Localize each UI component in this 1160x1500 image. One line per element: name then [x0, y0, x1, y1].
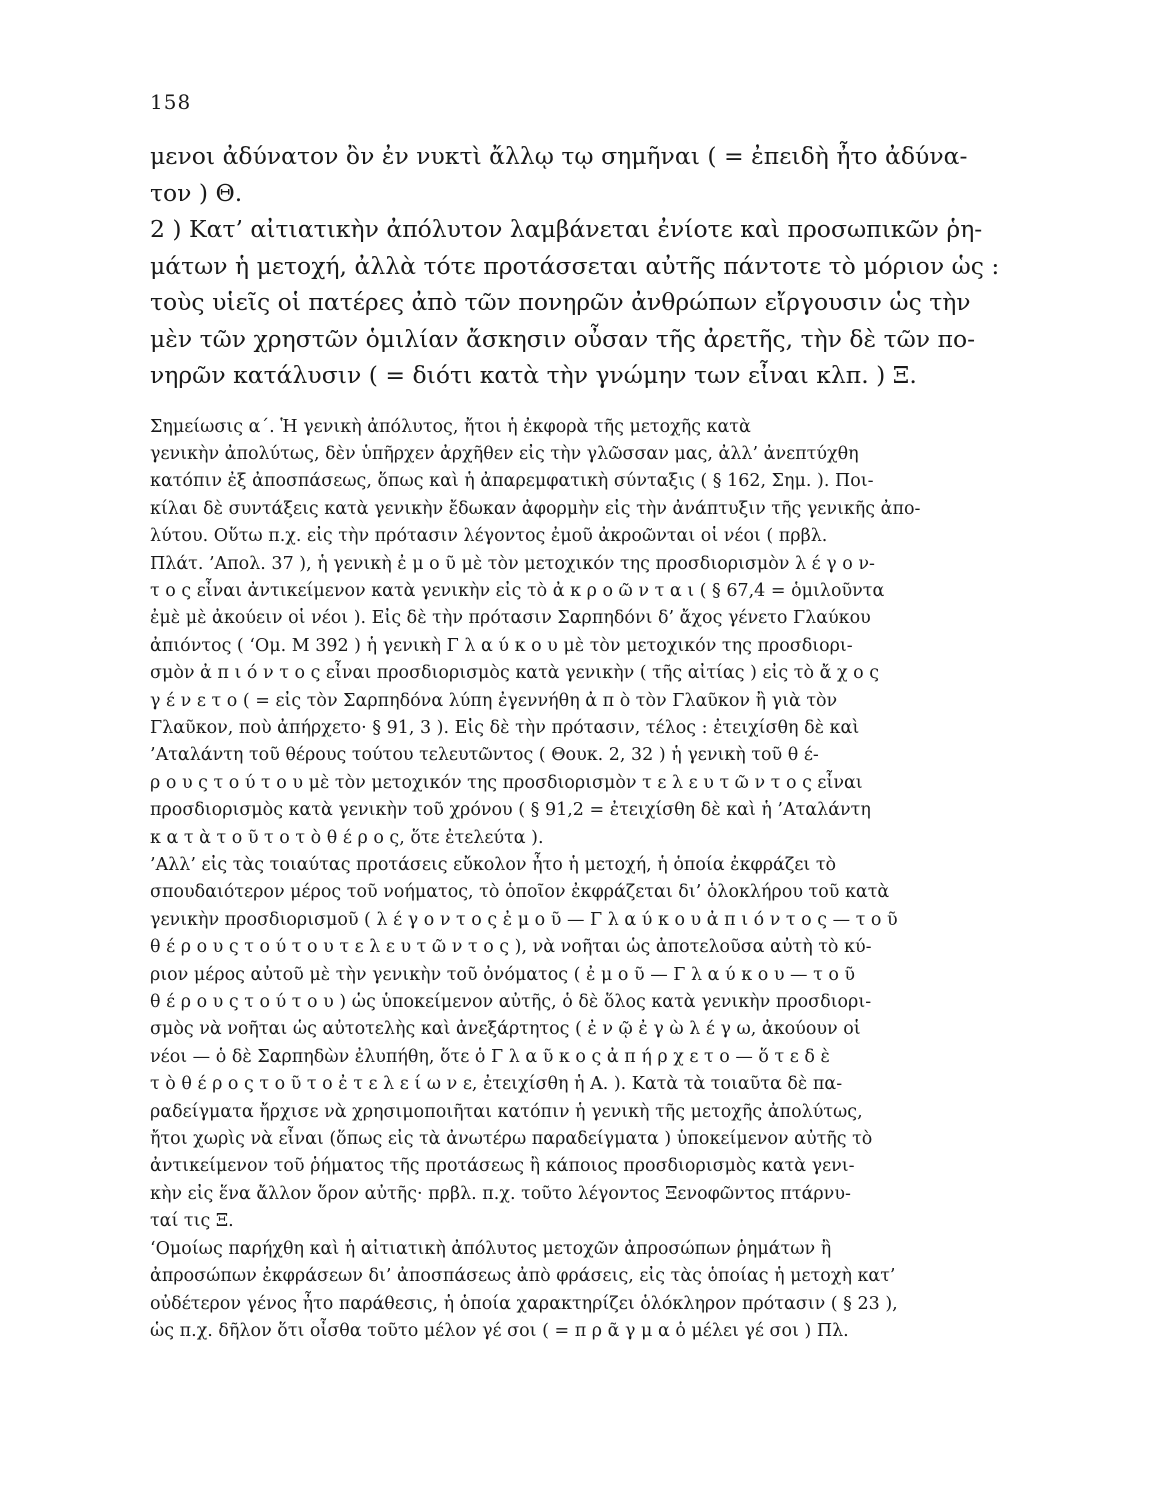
text-line: Πλάτ. ’Απολ. 37 ), ἡ γενικὴ ἐ μ ο ῦ μὲ τὸν μετοχικόν της προσδιορισμὸν λ έ γ ο ν- [150, 553, 875, 574]
text-line: κ α τ ὰ τ ο ῦ τ ο τ ὸ θ έ ρ ο ς, ὅτε ἐτελεύτα ). [150, 827, 544, 848]
text-line: σπουδαιότερον μέρος τοῦ νοήματος, τὸ ὁποῖον ἐκφράζεται δι’ ὁλοκλήρου τοῦ κατὰ [150, 882, 890, 903]
text-line: ’Αταλάντη τοῦ θέρους τούτου τελευτῶντος ( Θουκ. 2, 32 ) ἡ γενικὴ τοῦ θ έ- [150, 745, 819, 766]
text-line: κίλαι δὲ συντάξεις κατὰ γενικὴν ἔδωκαν ἀφορμὴν εἰς τὴν ἀνάπτυξιν τῆς γενικῆς ἀπο- [150, 498, 921, 519]
text-line: οὐδέτερον γένος ἦτο παράθεσις, ἡ ὁποία χαρακτηρίζει ὁλόκληρον πρότασιν ( § 23 ), [150, 1293, 898, 1314]
text-line: σμὸς νὰ νοῆται ὡς αὐτοτελὴς καὶ ἀνεξάρτητος ( ἐ ν ῷ ἐ γ ὼ λ έ γ ω, ἀκούουν οἱ [150, 1019, 861, 1040]
text-line: ρ ο υ ς τ ο ύ τ ο υ μὲ τὸν μετοχικόν της προσδιορισμὸν τ ε λ ε υ τ ῶ ν τ ο ς εἶναι [150, 772, 863, 793]
text-line: μενοι ἀδύνατον ὂν ἐν νυκτὶ ἄλλῳ τῳ σημῆναι ( = ἐπειδὴ ἦτο ἀδύνα- [150, 142, 968, 170]
text-line: γενικὴν προσδιορισμοῦ ( λ έ γ ο ν τ ο ς ἐ μ ο ῦ — Γ λ α ύ κ ο υ ἀ π ι ό ν τ ο ς — τ ο ῦ [150, 909, 898, 930]
text-line: θ έ ρ ο υ ς τ ο ύ τ ο υ ) ὡς ὑποκείμενον αὐτῆς, ὁ δὲ ὅλος κατὰ γενικὴν προσδιορι- [150, 992, 872, 1013]
text-line: ἀντικείμενον τοῦ ῥήματος τῆς προτάσεως ἢ κάποιος προσδιορισμὸς κατὰ γενι- [150, 1156, 855, 1177]
text-line: 2 ) Κατ’ αἰτιατικὴν ἀπόλυτον λαμβάνεται ἐνίοτε καὶ προσωπικῶν ῥη- [150, 215, 983, 243]
text-line: μάτων ἡ μετοχή, ἀλλὰ τότε προτάσσεται αὐτῆς πάντοτε τὸ μόριον ὡς : [150, 251, 1000, 280]
text-line: κὴν εἰς ἕνα ἄλλον ὅρον αὐτῆς· πρβλ. π.χ. τοῦτο λέγοντος Ξενοφῶντος πτάρνυ- [150, 1183, 851, 1204]
text-line: γ έ ν ε τ ο ( = εἰς τὸν Σαρπηδόνα λύπη ἐγεννήθη ἀ π ὸ τὸν Γλαῦκον ἢ γιὰ τὸν [150, 690, 838, 711]
text-line: νέοι — ὁ δὲ Σαρπηδὼν ἐλυπήθη, ὅτε ὁ Γ λ α ῦ κ ο ς ἀ π ή ρ χ ε τ ο — ὅ τ ε δ ὲ [150, 1046, 830, 1067]
text-line: ἐμὲ μὲ ἀκούειν οἱ νέοι ). Εἰς δὲ τὴν πρότασιν Σαρπηδόνι δ’ ἄχος γένετο Γλαύκου [150, 608, 871, 629]
text-line: τοὺς υἱεῖς οἱ πατέρες ἀπὸ τῶν πονηρῶν ἀνθρώπων εἴργουσιν ὡς τὴν [150, 288, 971, 316]
text-line: τον ) Θ. [150, 178, 243, 207]
text-line: ἤτοι χωρὶς νὰ εἶναι (ὅπως εἰς τὰ ἀνωτέρω παραδείγματα ) ὑποκείμενον αὐτῆς τὸ [150, 1129, 873, 1150]
page-text [150, 138, 1080, 1345]
text-line: ραδείγματα ἤρχισε νὰ χρησιμοποιῆται κατόπιν ἡ γενικὴ τῆς μετοχῆς ἀπολύτως, [150, 1101, 863, 1122]
text-line: σμὸν ἀ π ι ό ν τ ο ς εἶναι προσδιορισμὸς κατὰ γενικὴν ( τῆς αἰτίας ) εἰς τὸ ἄ χ ο ς [150, 663, 880, 684]
text-line: θ έ ρ ο υ ς τ ο ύ τ ο υ τ ε λ ε υ τ ῶ ν τ ο ς ), νὰ νοῆται ὡς ἀποτελοῦσα αὐτὴ τὸ κύ- [150, 937, 872, 958]
text-line: τ ὸ θ έ ρ ο ς τ ο ῦ τ ο ἐ τ ε λ ε ί ω ν ε, ἐτειχίσθη ἡ Α. ). Κατὰ τὰ τοιαῦτα δὲ πα- [150, 1074, 843, 1095]
text-line: ὡς π.χ. δῆλον ὅτι οἶσθα τοῦτο μέλον γέ σοι ( = π ρ ᾶ γ μ α ὁ μέλει γέ σοι ) Πλ. [150, 1320, 849, 1341]
text-line: Γλαῦκον, ποὺ ἀπήρχετο· § 91, 3 ). Εἰς δὲ τὴν πρότασιν, τέλος : ἐτειχίσθη δὲ καὶ [150, 717, 860, 738]
text-line: ’Αλλ’ εἰς τὰς τοιαύτας προτάσεις εὔκολον ἦτο ἡ μετοχή, ἡ ὁποία ἐκφράζει τὸ [150, 855, 837, 875]
text-line: κατόπιν ἐξ ἀποσπάσεως, ὅπως καὶ ἡ ἀπαρεμφατικὴ σύνταξις ( § 162, Σημ. ). Ποι- [150, 471, 874, 492]
text-line: τ ο ς εἶναι ἀντικείμενον κατὰ γενικὴν εἰς τὸ ἀ κ ρ ο ῶ ν τ α ι ( § 67,4 = ὁμιλοῦντα [150, 580, 885, 601]
main-paragraphs [150, 138, 1080, 394]
text-line: ‘Ομοίως παρήχθη καὶ ἡ αἰτιατικὴ ἀπόλυτος μετοχῶν ἀπροσώπων ῥημάτων ἢ [150, 1238, 832, 1259]
text-line: νηρῶν κατάλυσιν ( = διότι κατὰ τὴν γνώμην των εἶναι κλπ. ) Ξ. [150, 361, 917, 389]
text-line: γενικὴν ἀπολύτως, δὲν ὑπῆρχεν ἀρχῆθεν εἰς τὴν γλῶσσαν μας, ἀλλ’ ἀνεπτύχθη [150, 443, 859, 464]
text-line: Σημείωσις α΄. Ἡ γενικὴ ἀπόλυτος, ἤτοι ἡ ἐκφορὰ τῆς μετοχῆς κατὰ [150, 416, 751, 437]
page-number: 158 [150, 90, 192, 114]
text-line: ριον μέρος αὐτοῦ μὲ τὴν γενικὴν τοῦ ὀνόματος ( ἐ μ ο ῦ — Γ λ α ύ κ ο υ — τ ο ῦ [150, 964, 856, 985]
text-line: ἀπιόντος ( ‘Ομ. Μ 392 ) ἡ γενικὴ Γ λ α ύ κ ο υ μὲ τὸν μετοχικόν της προσδιορι- [150, 635, 853, 656]
text-line: ταί τις Ξ. [150, 1211, 234, 1232]
text-line: λύτου. Οὕτω π.χ. εἰς τὴν πρότασιν λέγοντος ἐμοῦ ἀκροῶνται οἱ νέοι ( πρβλ. [150, 526, 828, 547]
text-line: προσδιορισμὸς κατὰ γενικὴν τοῦ χρόνου ( § 91,2 = ἐτειχίσθη δὲ καὶ ἡ ’Αταλάντη [150, 800, 871, 821]
text-line: ἀπροσώπων ἐκφράσεων δι’ ἀποσπάσεως ἀπὸ φράσεις, εἰς τὰς ὁποίας ἡ μετοχὴ κατ’ [150, 1266, 896, 1287]
text-line: μὲν τῶν χρηστῶν ὁμιλίαν ἄσκησιν οὖσαν τῆς ἀρετῆς, τὴν δὲ τῶν πο- [150, 324, 976, 353]
note-paragraphs [150, 414, 1080, 1346]
